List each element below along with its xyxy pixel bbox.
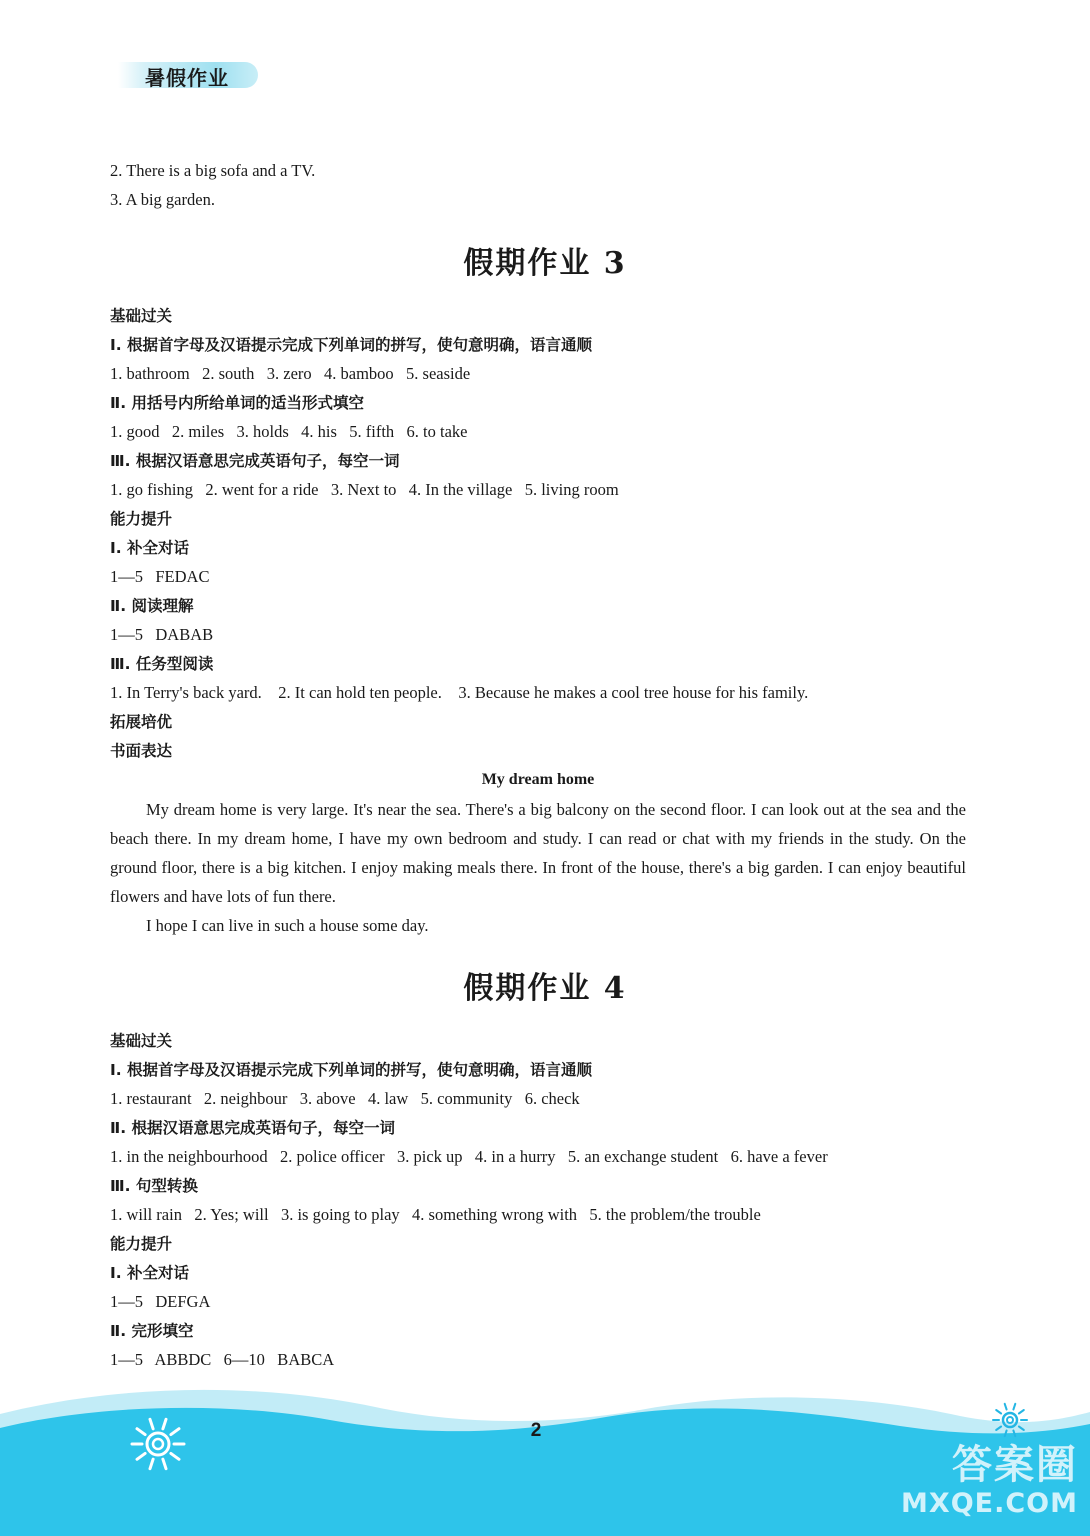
question-heading: Ⅰ. 补全对话 (110, 1264, 190, 1282)
answer-line: 1. restaurant 2. neighbour 3. above 4. law 5. community 6. check (110, 1089, 580, 1108)
essay-paragraph: My dream home is very large. It's near the sea. There's a big balcony on the second floor. I can look out at the sea and the beach there. In my dream home, I have my own bedroom and study. I can read or chat with my friends in the study. On the ground floor, there is a big kitchen. I enjoy making meals there. In front of the house, there's a big garden. I can enjoy beautiful flowers and have lots of fun there. (110, 800, 966, 906)
question-heading: 书面表达 (110, 742, 173, 760)
answer-line: 1. go fishing 2. went for a ride 3. Next to 4. In the village 5. living room (110, 480, 619, 499)
answer-line: 1—5 DEFGA (110, 1292, 211, 1311)
section-heading: 基础过关 (110, 1032, 173, 1050)
section-heading: 基础过关 (110, 307, 173, 325)
question-heading: Ⅰ. 根据首字母及汉语提示完成下列单词的拼写，使句意明确，语言通顺 (110, 336, 593, 354)
sun-ray (1005, 1404, 1007, 1410)
section-heading: 能力提升 (110, 1235, 173, 1253)
watermark (901, 1442, 1078, 1520)
answer-line: 1. bathroom 2. south 3. zero 4. bamboo 5. seaside (110, 364, 471, 383)
answer-line: 1—5 ABBDC 6—10 BABCA (110, 1350, 335, 1369)
question-heading: Ⅲ. 根据汉语意思完成英语句子，每空一词 (110, 452, 400, 470)
answer-line: 1. in the neighbourhood 2. police officer 3. pick up 4. in a hurry 5. an exchange student 6. have a fever (110, 1147, 828, 1166)
watermark-url: MXQE.COM (901, 1488, 1078, 1519)
answer-line: 1. In Terry's back yard. 2. It can hold ten people. 3. Because he makes a cool tree house for his family. (110, 683, 809, 702)
question-heading: Ⅲ. 任务型阅读 (110, 655, 214, 673)
homework-3-title: 假期作业 3 (463, 246, 627, 281)
page-number: 2 (530, 1420, 542, 1441)
question-heading: Ⅰ. 根据首字母及汉语提示完成下列单词的拼写，使句意明确，语言通顺 (110, 1061, 593, 1079)
question-heading: Ⅱ. 用括号内所给单词的适当形式填空 (110, 394, 364, 412)
answer-line: 1. will rain 2. Yes; will 3. is going to play 4. something wrong with 5. the problem/the trouble (110, 1205, 761, 1224)
header-title: 暑假作业 (145, 66, 229, 90)
section-heading: 拓展培优 (110, 713, 173, 731)
watermark-logo-text: 答案圈 (952, 1442, 1078, 1488)
answer-line: 1—5 FEDAC (110, 567, 210, 586)
answer-line: 1. good 2. miles 3. holds 4. his 5. fifth 6. to take (110, 422, 468, 441)
sun-ray (1013, 1404, 1015, 1410)
section-heading: 能力提升 (110, 510, 173, 528)
answer-line: 3. A big garden. (110, 190, 215, 209)
question-heading: Ⅱ. 完形填空 (110, 1322, 194, 1340)
essay-title: My dream home (481, 771, 595, 788)
sun-ray (996, 1410, 1001, 1414)
question-heading: Ⅲ. 句型转换 (110, 1177, 198, 1195)
answer-line: 2. There is a big sofa and a TV. (110, 161, 316, 180)
question-heading: Ⅱ. 阅读理解 (110, 597, 194, 615)
sun-ray (1019, 1410, 1024, 1414)
essay-paragraph: I hope I can live in such a house some day. (146, 916, 429, 935)
question-heading: Ⅱ. 根据汉语意思完成英语句子，每空一词 (110, 1119, 395, 1137)
answer-line: 1—5 DABAB (110, 625, 214, 644)
question-heading: Ⅰ. 补全对话 (110, 539, 190, 557)
homework-4-title: 假期作业 4 (463, 971, 627, 1006)
